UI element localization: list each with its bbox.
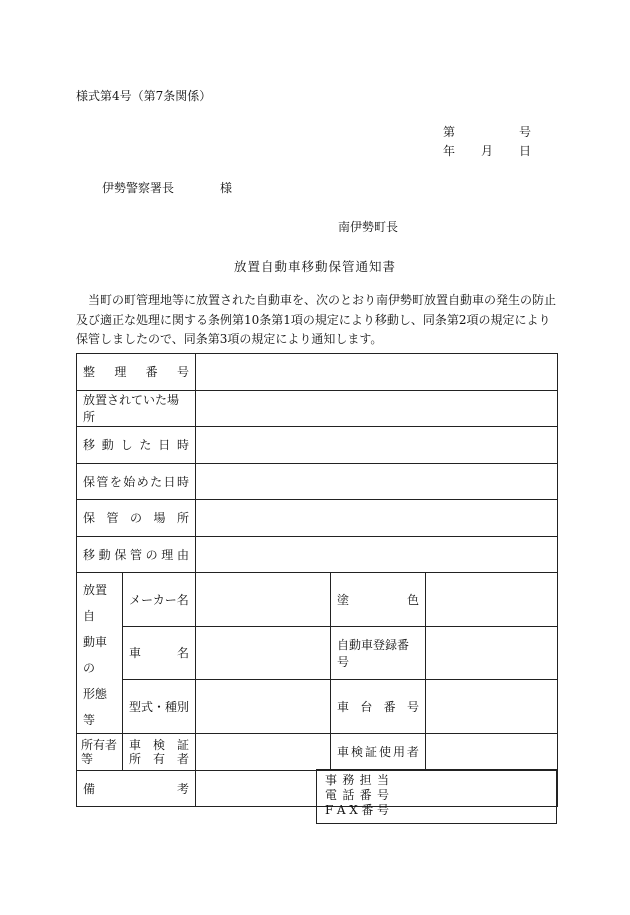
remarks-label-text — [83, 780, 189, 797]
vehicle-row — [77, 573, 558, 627]
body-text: 当町の町管理地等に放置された自動車を、次のとおり南伊勢町放置自動車の発生の防止及び適正な処理に関する条例第10条第1項の規定により移動し、同条第2項の規定により保管しましたので、同条第3項の規定により通知します。 — [76, 293, 557, 346]
table-row — [77, 427, 558, 464]
row-label-text-char: 日 — [158, 438, 171, 453]
owner-right-label-text-char: 車 — [337, 745, 350, 760]
contact-line-char: A — [336, 803, 346, 817]
vehicle-left-label — [123, 573, 196, 627]
contact-line — [325, 788, 389, 803]
table-row — [77, 536, 558, 573]
row-value[interactable] — [196, 500, 558, 537]
row-label-text-char: 場 — [153, 511, 166, 526]
row-label-text-char: 番 — [145, 365, 158, 380]
contact-line-char: 番 — [359, 788, 372, 802]
vehicle-left-label-text-char: 名 — [176, 646, 189, 661]
row-label-text — [83, 509, 189, 526]
row-label-text — [83, 363, 189, 380]
vehicle-left-label-text — [129, 698, 189, 715]
row-label-text-char: し — [120, 438, 133, 453]
vehicle-right-label — [331, 626, 426, 680]
row-label-text — [83, 436, 189, 453]
row-label-text-char: 保 — [83, 511, 96, 526]
contact-line-char: 電 — [325, 788, 338, 802]
row-label-text — [83, 473, 189, 490]
vehicle-right-label-text-char: 自動車登録番号 — [337, 637, 410, 669]
owner-left-label-line-char: 有 — [152, 751, 165, 766]
owner-right-label-text-char: 使 — [378, 745, 391, 760]
remarks-label — [77, 770, 196, 807]
owner-row — [77, 734, 558, 771]
vehicle-group-label — [77, 573, 123, 734]
row-label — [77, 354, 196, 391]
contact-line-char: 号 — [376, 788, 389, 802]
row-label-text-char: 移 — [83, 438, 96, 453]
vehicle-right-value[interactable] — [426, 573, 558, 627]
vehicle-right-label-text-char: 塗 — [337, 592, 350, 607]
vehicle-group-label-line: 動車の — [83, 635, 108, 675]
vehicle-info-table — [76, 353, 558, 807]
contact-box — [316, 769, 557, 824]
row-label-text-char: の — [145, 547, 158, 562]
owner-right-label — [331, 734, 426, 771]
row-label — [77, 427, 196, 464]
owner-left-label-line-char: 車 — [129, 737, 142, 752]
owner-left-value[interactable] — [196, 734, 331, 771]
contact-line-char: 番 — [361, 803, 374, 817]
form-id: 様式第4号（第7条関係） — [76, 89, 212, 103]
row-label-text-char: 整 — [83, 365, 96, 380]
owner-left-label-line-char: 者 — [176, 751, 189, 766]
contact-line-char: 担 — [359, 773, 372, 787]
row-label-text-char: 時 — [176, 438, 189, 453]
row-label-text-char: の — [129, 511, 142, 526]
vehicle-left-value[interactable] — [196, 573, 331, 627]
row-label-text-char: 理 — [114, 365, 127, 380]
vehicle-right-label-text-char: 車 — [337, 700, 350, 715]
contact-line-char: 事 — [325, 773, 338, 787]
owner-right-label-text — [337, 743, 419, 760]
vehicle-right-label-text — [337, 636, 419, 670]
number-prefix: 第 — [443, 125, 456, 139]
owner-group-label — [77, 734, 123, 771]
vehicle-left-label — [123, 626, 196, 680]
document-title: 放置自動車移動保管通知書 — [233, 259, 396, 274]
owner-right-label-text-char: 者 — [406, 745, 419, 760]
row-label-text-char: 号 — [176, 365, 189, 380]
row-value[interactable] — [196, 536, 558, 573]
row-label-text-char: 理 — [161, 547, 174, 562]
contact-line — [325, 773, 389, 788]
remarks-label-text-char: 考 — [176, 781, 189, 796]
row-label-text-char: 時 — [176, 474, 189, 489]
row-label — [77, 500, 196, 537]
row-label-text-char: 保 — [114, 547, 127, 562]
contact-line-char: 当 — [376, 773, 389, 787]
row-label-text-char: 所 — [176, 511, 189, 526]
table-row — [77, 390, 558, 427]
vehicle-group-label-line: 放置自 — [83, 583, 108, 623]
vehicle-right-label-text — [337, 698, 419, 715]
row-value[interactable] — [196, 427, 558, 464]
row-label-text-char: 管 — [129, 547, 142, 562]
vehicle-right-value[interactable] — [426, 680, 558, 734]
contact-cell — [317, 770, 557, 824]
owner-left-label-line-char: 検 — [152, 737, 165, 752]
addressee — [102, 179, 232, 196]
row-label — [77, 463, 196, 500]
contact-line-char: F — [325, 803, 334, 817]
row-label-text — [83, 391, 189, 425]
row-label-text-char: 管 — [106, 511, 119, 526]
date-month: 月 — [480, 144, 493, 158]
contact-line-char: 務 — [342, 773, 355, 787]
vehicle-right-label-text-char: 号 — [406, 700, 419, 715]
document-number-line — [443, 123, 531, 140]
row-label-text — [83, 546, 189, 563]
remarks-label-text-char: 備 — [83, 781, 96, 796]
number-suffix: 号 — [518, 125, 531, 139]
row-label-text-char: 動 — [101, 438, 114, 453]
table-row — [77, 354, 558, 391]
table-row — [77, 500, 558, 537]
vehicle-group-label-line: 形態等 — [83, 687, 108, 727]
vehicle-right-label-text-char: 台 — [360, 700, 373, 715]
row-label-text-char: 日 — [163, 474, 176, 489]
contact-line-char: 号 — [376, 803, 389, 817]
row-label — [77, 536, 196, 573]
row-label-text-char: た — [150, 474, 163, 489]
contact-line-char: X — [349, 803, 358, 817]
addressee-name: 伊勢警察署長 — [102, 181, 175, 195]
owner-right-value[interactable] — [426, 734, 558, 771]
vehicle-left-label-text-char: 型式・種別 — [129, 700, 190, 715]
issuer: 南伊勢町長 — [338, 220, 399, 234]
row-label-text-char: 始 — [123, 474, 136, 489]
row-value[interactable] — [196, 390, 558, 427]
owner-left-label — [123, 734, 196, 771]
vehicle-row — [77, 680, 558, 734]
owner-left-label-line — [129, 738, 189, 752]
row-label-text-char: 管 — [96, 474, 109, 489]
vehicle-right-label-text-char: 色 — [406, 592, 419, 607]
vehicle-right-label-text-char: 番 — [383, 700, 396, 715]
vehicle-right-label-text — [337, 591, 419, 608]
row-label-text-char: 放置されていた場所 — [83, 393, 180, 425]
owner-right-label-text-char: 用 — [392, 745, 405, 760]
owner-right-label-text-char: 証 — [364, 745, 377, 760]
owner-right-label-text-char: 検 — [350, 745, 363, 760]
date-line — [443, 142, 531, 159]
honorific: 様 — [220, 181, 233, 195]
row-label-text-char: を — [109, 474, 122, 489]
row-label-text-char: た — [139, 438, 152, 453]
date-year: 年 — [443, 144, 456, 158]
row-label-text-char: 由 — [176, 547, 189, 562]
row-label-text-char: 移 — [83, 547, 96, 562]
row-label-text-char: め — [136, 474, 149, 489]
contact-line — [325, 803, 389, 818]
vehicle-left-label-text — [129, 644, 189, 661]
date-day: 日 — [518, 144, 531, 158]
row-label — [77, 390, 196, 427]
owner-group-label-line: 所有者 — [81, 737, 118, 752]
row-label-text-char: 動 — [98, 547, 111, 562]
vehicle-right-value[interactable] — [426, 626, 558, 680]
owner-group-label-line: 等 — [81, 751, 94, 766]
vehicle-left-value[interactable] — [196, 626, 331, 680]
row-label-text-char: 保 — [83, 474, 96, 489]
owner-left-label-line-char: 所 — [129, 751, 142, 766]
owner-left-label-line — [129, 752, 189, 766]
vehicle-right-label — [331, 680, 426, 734]
row-value[interactable] — [196, 354, 558, 391]
vehicle-left-value[interactable] — [196, 680, 331, 734]
vehicle-right-label — [331, 573, 426, 627]
vehicle-left-label — [123, 680, 196, 734]
row-value[interactable] — [196, 463, 558, 500]
vehicle-left-label-text-char: 車 — [129, 646, 142, 661]
vehicle-left-label-text — [129, 591, 189, 608]
table-row — [77, 463, 558, 500]
contact-line-char: 話 — [342, 788, 355, 802]
vehicle-row — [77, 626, 558, 680]
owner-left-label-line-char: 証 — [176, 737, 189, 752]
vehicle-left-label-text-char: メーカー名 — [129, 592, 189, 607]
